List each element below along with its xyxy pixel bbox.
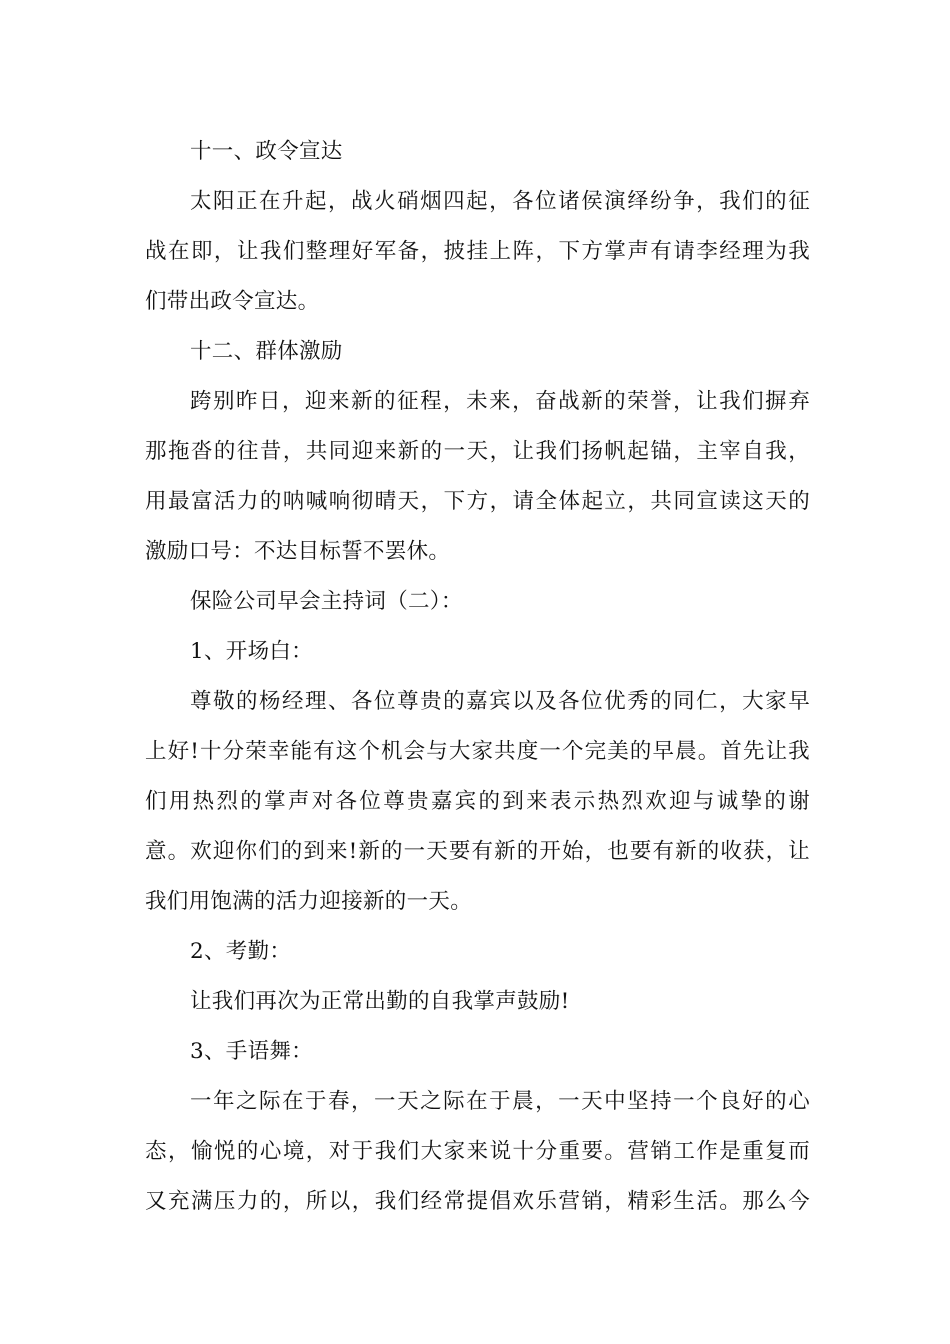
paragraph-line: 态，愉悦的心境，对于我们大家来说十分重要。营销工作是重复而 bbox=[145, 1139, 810, 1164]
heading-attendance: 2、考勤： bbox=[190, 939, 292, 964]
section-title: 保险公司早会主持词（二）： bbox=[190, 589, 463, 614]
paragraph-line: 激励口号：不达目标誓不罢休。 bbox=[145, 539, 451, 564]
paragraph-line: 我们用饱满的活力迎接新的一天。 bbox=[145, 889, 473, 914]
paragraph-line: 让我们再次为正常出勤的自我掌声鼓励! bbox=[190, 989, 570, 1014]
paragraph-line: 一年之际在于春，一天之际在于晨，一天中坚持一个良好的心 bbox=[190, 1089, 810, 1114]
paragraph-line: 们带出政令宣达。 bbox=[145, 289, 320, 314]
paragraph-line: 跨别昨日，迎来新的征程，未来，奋战新的荣誉，让我们摒弃 bbox=[190, 389, 810, 414]
paragraph-line: 们用热烈的掌声对各位尊贵嘉宾的到来表示热烈欢迎与诚挚的谢 bbox=[145, 789, 810, 814]
paragraph-line: 用最富活力的呐喊响彻晴天，下方，请全体起立，共同宣读这天的 bbox=[145, 489, 810, 514]
heading-twelve: 十二、群体激励 bbox=[190, 339, 343, 364]
paragraph-line: 意。欢迎你们的到来!新的一天要有新的开始，也要有新的收获，让 bbox=[145, 839, 810, 864]
paragraph-line: 太阳正在升起，战火硝烟四起，各位诸侯演绎纷争，我们的征 bbox=[190, 189, 810, 214]
paragraph-line: 又充满压力的，所以，我们经常提倡欢乐营销，精彩生活。那么今 bbox=[145, 1189, 810, 1214]
heading-opening: 1、开场白： bbox=[190, 639, 313, 664]
paragraph-line: 尊敬的杨经理、各位尊贵的嘉宾以及各位优秀的同仁，大家早 bbox=[190, 689, 810, 714]
paragraph-line: 那拖沓的往昔，共同迎来新的一天，让我们扬帆起锚，主宰自我， bbox=[145, 439, 810, 464]
paragraph-line: 战在即，让我们整理好军备，披挂上阵，下方掌声有请李经理为我 bbox=[145, 239, 810, 264]
paragraph-line: 上好!十分荣幸能有这个机会与大家共度一个完美的早晨。首先让我 bbox=[145, 739, 810, 764]
heading-eleven: 十一、政令宣达 bbox=[190, 139, 343, 164]
heading-sign-dance: 3、手语舞： bbox=[190, 1039, 313, 1064]
